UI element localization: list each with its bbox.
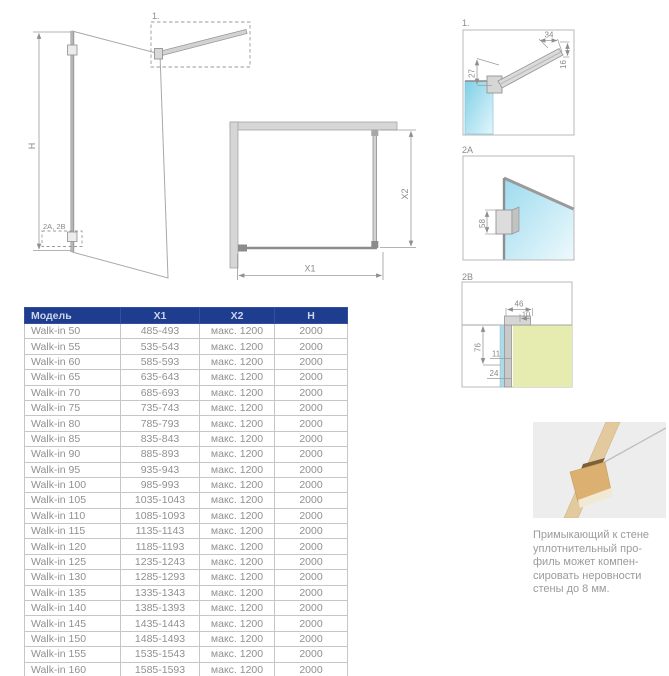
table-cell: 1085-1093 [121, 508, 200, 523]
detail1-callout-label: 1. [152, 11, 160, 21]
table-cell: 2000 [275, 324, 348, 339]
column-header: H [275, 308, 348, 324]
spec-table [24, 307, 348, 676]
detail2a-dim-58 [478, 210, 496, 234]
note-text [533, 529, 669, 597]
table-cell: Walk-in 65 [25, 370, 121, 385]
detail-2a-panel [456, 142, 578, 266]
bar-end-top [371, 130, 378, 136]
detail-2b-panel [456, 270, 578, 392]
table-cell: Walk-in 80 [25, 416, 121, 431]
table-cell: 2000 [275, 370, 348, 385]
table-row [25, 647, 348, 662]
table-cell: Walk-in 140 [25, 601, 121, 616]
glass-panel [72, 31, 168, 278]
table-cell: макс. 1200 [200, 354, 275, 369]
table-cell: макс. 1200 [200, 508, 275, 523]
table-cell: макс. 1200 [200, 585, 275, 600]
table-row [25, 339, 348, 354]
table-cell: Walk-in 110 [25, 508, 121, 523]
table-body [25, 324, 348, 676]
table-row [25, 385, 348, 400]
dim-27-label: 27 [467, 69, 477, 78]
column-header: X1 [121, 308, 200, 324]
detail2b-dim-76 [474, 327, 501, 366]
detail2a-bracket [496, 210, 512, 234]
table-cell: 2000 [275, 477, 348, 492]
table-cell: Walk-in 60 [25, 354, 121, 369]
table-cell: 1435-1443 [121, 616, 200, 631]
table-cell: Walk-in 105 [25, 493, 121, 508]
detail2a-bracket-side [512, 207, 519, 234]
table-row [25, 662, 348, 676]
table-cell: 2000 [275, 524, 348, 539]
table-row [25, 524, 348, 539]
table-cell: макс. 1200 [200, 616, 275, 631]
table-cell: Walk-in 85 [25, 431, 121, 446]
table-cell: макс. 1200 [200, 554, 275, 569]
table-cell: 2000 [275, 539, 348, 554]
table-cell: макс. 1200 [200, 662, 275, 676]
plan-view-diagram [225, 110, 420, 285]
support-bar-mount [155, 49, 163, 60]
dim-24-label: 24 [489, 369, 499, 378]
wall-top [230, 122, 397, 130]
x2-dim-label: X2 [400, 188, 410, 200]
table-cell: Walk-in 100 [25, 477, 121, 492]
table-row [25, 477, 348, 492]
table-cell: 2000 [275, 400, 348, 415]
table-cell: 1035-1043 [121, 493, 200, 508]
table-cell: 785-793 [121, 416, 200, 431]
table-cell: 735-743 [121, 400, 200, 415]
table-cell: 2000 [275, 647, 348, 662]
table-cell: макс. 1200 [200, 524, 275, 539]
table-cell: 685-693 [121, 385, 200, 400]
table-cell: 1335-1343 [121, 585, 200, 600]
h-dim-label: H [27, 142, 37, 150]
table-cell: 585-593 [121, 354, 200, 369]
table-cell: 1185-1193 [121, 539, 200, 554]
table-cell: 2000 [275, 416, 348, 431]
table-cell: 2000 [275, 447, 348, 462]
detail1-callout [151, 11, 250, 67]
table-cell: макс. 1200 [200, 447, 275, 462]
x2-dimension [380, 130, 416, 248]
note-line: уплотнительный про- [533, 542, 642, 555]
table-cell: Walk-in 155 [25, 647, 121, 662]
table-cell: 2000 [275, 493, 348, 508]
front-view-diagram [15, 5, 260, 295]
table-cell: макс. 1200 [200, 539, 275, 554]
table-cell: 1135-1143 [121, 524, 200, 539]
table-cell: 2000 [275, 662, 348, 676]
detail2a-label: 2A [462, 145, 474, 155]
table-cell: Walk-in 135 [25, 585, 121, 600]
table-cell: Walk-in 95 [25, 462, 121, 477]
table-cell: 2000 [275, 462, 348, 477]
table-cell: 885-893 [121, 447, 200, 462]
table-cell: макс. 1200 [200, 339, 275, 354]
dim-58-label: 58 [478, 219, 487, 228]
note-line: Примыкающий к стене [533, 529, 650, 541]
table-cell: Walk-in 75 [25, 400, 121, 415]
h-dimension [27, 32, 71, 251]
table-cell: Walk-in 125 [25, 554, 121, 569]
table-cell: Walk-in 70 [25, 385, 121, 400]
note-line: сировать неровности [533, 569, 642, 582]
table-cell: макс. 1200 [200, 416, 275, 431]
table-cell: Walk-in 115 [25, 524, 121, 539]
dim-10-label: 10 [521, 309, 531, 319]
column-header: X2 [200, 308, 275, 324]
detail2b-label: 2B [462, 272, 474, 282]
table-cell: 2000 [275, 601, 348, 616]
support-bar-plan [373, 130, 377, 247]
table-row [25, 631, 348, 646]
wall-bracket-plan [238, 245, 247, 252]
wall-left [230, 122, 238, 268]
wall-bracket-top [68, 45, 78, 55]
table-cell: макс. 1200 [200, 570, 275, 585]
table-row [25, 400, 348, 415]
table-row [25, 324, 348, 339]
table-cell: 2000 [275, 554, 348, 569]
table-cell: 2000 [275, 570, 348, 585]
table-cell: Walk-in 55 [25, 339, 121, 354]
table-cell: макс. 1200 [200, 370, 275, 385]
detail1-label: 1. [462, 18, 470, 28]
table-cell: макс. 1200 [200, 477, 275, 492]
table-row [25, 493, 348, 508]
table-header-row [25, 308, 348, 324]
table-cell: Walk-in 150 [25, 631, 121, 646]
table-cell: 985-993 [121, 477, 200, 492]
table-cell: 2000 [275, 508, 348, 523]
table-cell: 535-543 [121, 339, 200, 354]
note-line: стены до 8 мм. [533, 583, 610, 595]
table-row [25, 416, 348, 431]
detail2b-wall [513, 325, 572, 387]
table-cell: макс. 1200 [200, 324, 275, 339]
table-cell: 2000 [275, 431, 348, 446]
table-cell: 835-843 [121, 431, 200, 446]
detail-1-panel [456, 14, 578, 139]
detail2b-glass [500, 325, 505, 387]
table-cell: 2000 [275, 585, 348, 600]
table-cell: 485-493 [121, 324, 200, 339]
profile-photo [533, 422, 666, 518]
table-cell: макс. 1200 [200, 462, 275, 477]
table-row [25, 554, 348, 569]
table-row [25, 370, 348, 385]
table-cell: макс. 1200 [200, 631, 275, 646]
table-cell: 935-943 [121, 462, 200, 477]
table-row [25, 601, 348, 616]
table-cell: 1285-1293 [121, 570, 200, 585]
table-cell: Walk-in 160 [25, 662, 121, 676]
table-cell: макс. 1200 [200, 493, 275, 508]
x1-dimension [238, 252, 384, 280]
table-cell: 2000 [275, 354, 348, 369]
dim-76-label: 76 [473, 343, 483, 352]
table-cell: макс. 1200 [200, 400, 275, 415]
dim-46-label: 46 [514, 299, 524, 309]
table-row [25, 354, 348, 369]
table-cell: 1235-1243 [121, 554, 200, 569]
table-cell: Walk-in 50 [25, 324, 121, 339]
x1-dim-label: X1 [304, 263, 316, 274]
table-row [25, 539, 348, 554]
table-cell: Walk-in 90 [25, 447, 121, 462]
bar-end-bottom [371, 241, 378, 248]
detail2ab-callout-label: 2A, 2B [43, 222, 66, 231]
wall-bracket-bottom [68, 232, 78, 242]
table-row [25, 585, 348, 600]
detail1-bar-line [500, 52, 562, 85]
table-cell: 1485-1493 [121, 631, 200, 646]
column-header: Модель [25, 308, 121, 324]
dim-16-label: 16 [559, 60, 568, 69]
table-cell: 2000 [275, 616, 348, 631]
table-cell: Walk-in 130 [25, 570, 121, 585]
table-row [25, 616, 348, 631]
table-row [25, 462, 348, 477]
dim-34-label: 34 [544, 30, 554, 40]
table-row [25, 508, 348, 523]
table-cell: 1385-1393 [121, 601, 200, 616]
table-row [25, 570, 348, 585]
table-cell: 2000 [275, 339, 348, 354]
table-cell: макс. 1200 [200, 647, 275, 662]
table-cell: 2000 [275, 385, 348, 400]
table-cell: 1535-1543 [121, 647, 200, 662]
detail2b-profile [505, 325, 512, 387]
table-cell: макс. 1200 [200, 601, 275, 616]
table-cell: 1585-1593 [121, 662, 200, 676]
table-row [25, 447, 348, 462]
table-cell: 2000 [275, 631, 348, 646]
table-row [25, 431, 348, 446]
table-cell: макс. 1200 [200, 431, 275, 446]
note-line: филь может компен- [533, 556, 639, 568]
table-cell: Walk-in 145 [25, 616, 121, 631]
dim-11-label: 11 [491, 349, 501, 359]
table-cell: Walk-in 120 [25, 539, 121, 554]
support-bar [159, 30, 247, 57]
table-cell: 635-643 [121, 370, 200, 385]
table-cell: макс. 1200 [200, 385, 275, 400]
